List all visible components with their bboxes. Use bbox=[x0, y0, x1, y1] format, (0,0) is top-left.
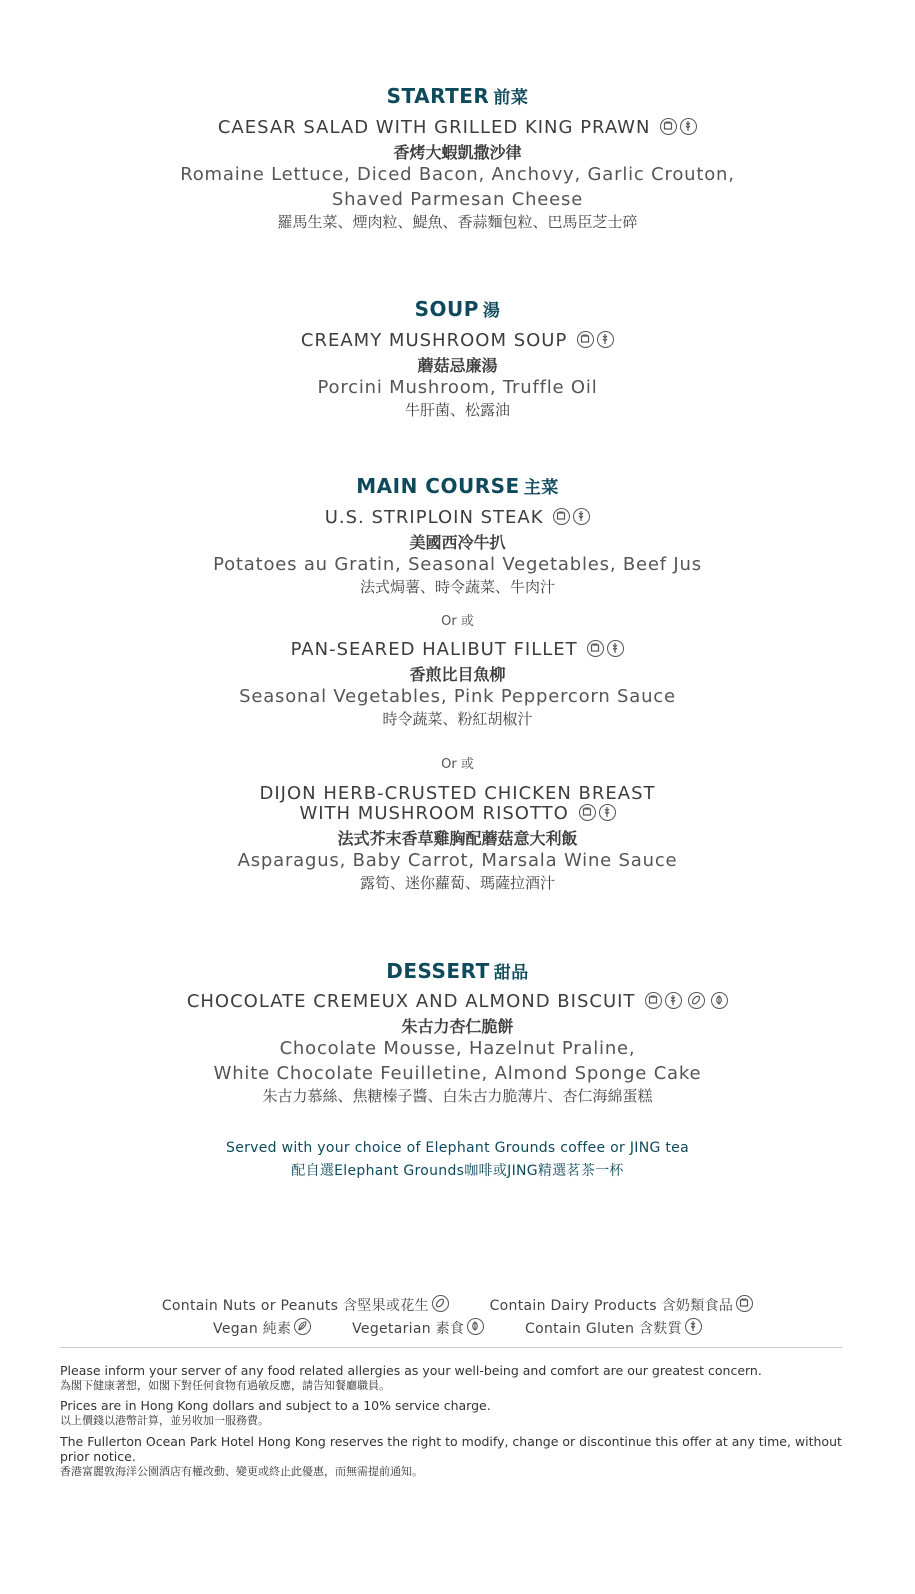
dessert-heading bbox=[0, 958, 915, 983]
dairy-icon bbox=[736, 1295, 753, 1312]
dessert-dish-name bbox=[0, 991, 915, 1012]
soup-title: SOUP bbox=[414, 297, 479, 321]
nuts-icon bbox=[432, 1295, 449, 1312]
dessert-dish-name-zh: 朱古力杏仁脆餅 bbox=[401, 1017, 514, 1036]
starter-desc-line1: Romaine Lettuce, Diced Bacon, Anchovy, Garlic Crouton, bbox=[180, 164, 735, 185]
starter-title: STARTER bbox=[386, 84, 490, 108]
main-dish2-desc: Seasonal Vegetables, Pink Peppercorn Sauce bbox=[239, 686, 676, 707]
main-dish1-name bbox=[0, 507, 915, 528]
soup-heading bbox=[0, 296, 915, 321]
legend-nuts bbox=[162, 1295, 449, 1315]
gluten-icon bbox=[573, 508, 590, 525]
dairy-icon bbox=[577, 331, 594, 348]
gluten-icon bbox=[597, 331, 614, 348]
legend-dairy bbox=[490, 1295, 754, 1315]
legend-gluten-label: Contain Gluten 含麩質 bbox=[525, 1321, 682, 1337]
starter-desc-zh: 羅馬生菜、煙肉粒、鯷魚、香蒜麵包粒、巴馬臣芝士碎 bbox=[277, 213, 638, 231]
legend-gluten bbox=[525, 1318, 702, 1338]
dairy-icon bbox=[553, 508, 570, 525]
price-notice-zh: 以上價錢以港幣計算，並另收加一服務費。 bbox=[60, 1414, 269, 1427]
allergy-notice-zh: 為閣下健康著想，如閣下對任何食物有過敏反應，請告知餐廳職員。 bbox=[60, 1379, 390, 1392]
gluten-icon bbox=[665, 992, 682, 1009]
vegetarian-icon bbox=[711, 992, 728, 1009]
dairy-icon bbox=[579, 804, 596, 821]
main-dish1-name-zh: 美國西冷牛扒 bbox=[409, 533, 506, 552]
nuts-icon bbox=[688, 992, 705, 1009]
legend-vegan bbox=[213, 1318, 311, 1338]
dish-name-text: WITH MUSHROOM RISOTTO bbox=[299, 803, 569, 824]
price-notice-en: Prices are in Hong Kong dollars and subject to a 10% service charge. bbox=[60, 1398, 491, 1413]
legend-vegetarian bbox=[352, 1318, 484, 1338]
dessert-desc-line2: White Chocolate Feuilletine, Almond Sponge Cake bbox=[213, 1063, 702, 1084]
starter-title-zh: 前菜 bbox=[493, 88, 529, 108]
main-heading bbox=[0, 473, 915, 498]
legend-vegan-label: Vegan 純素 bbox=[213, 1321, 292, 1337]
dish-name-text: PAN-SEARED HALIBUT FILLET bbox=[290, 639, 578, 660]
vegan-icon bbox=[294, 1318, 311, 1335]
starter-dish-name-zh: 香烤大蝦凱撒沙律 bbox=[393, 143, 522, 162]
soup-desc: Porcini Mushroom, Truffle Oil bbox=[317, 377, 598, 398]
allergen-legend-row1 bbox=[0, 1295, 915, 1315]
gluten-icon bbox=[685, 1318, 702, 1335]
main-title-zh: 主菜 bbox=[523, 478, 559, 498]
main-dish1-desc-zh: 法式焗薯、時令蔬菜、牛肉汁 bbox=[359, 578, 555, 596]
gluten-icon bbox=[599, 804, 616, 821]
or-divider: Or 或 bbox=[441, 757, 474, 772]
vegetarian-icon bbox=[467, 1318, 484, 1335]
main-dish3-desc: Asparagus, Baby Carrot, Marsala Wine Sauce bbox=[237, 850, 678, 871]
starter-dish-name bbox=[0, 117, 915, 138]
dessert-title: DESSERT bbox=[386, 959, 490, 983]
main-dish1-desc: Potatoes au Gratin, Seasonal Vegetables, Beef Jus bbox=[213, 554, 702, 575]
legend-vegetarian-label: Vegetarian 素食 bbox=[352, 1321, 465, 1337]
soup-title-zh: 湯 bbox=[482, 301, 501, 321]
dairy-icon bbox=[587, 640, 604, 657]
starter-desc-line2: Shaved Parmesan Cheese bbox=[331, 189, 584, 210]
beverage-note: Served with your choice of Elephant Grounds coffee or JING tea bbox=[226, 1140, 689, 1156]
soup-dish-name bbox=[0, 330, 915, 351]
main-dish2-desc-zh: 時令蔬菜、粉紅胡椒汁 bbox=[382, 710, 533, 728]
price-notice bbox=[60, 1398, 850, 1428]
dish-name-text: CHOCOLATE CREMEUX AND ALMOND BISCUIT bbox=[186, 991, 636, 1012]
allergen-legend-row2 bbox=[0, 1318, 915, 1338]
beverage-note-zh: 配自選Elephant Grounds咖啡或JING精選茗茶一杯 bbox=[291, 1163, 624, 1179]
gluten-icon bbox=[607, 640, 624, 657]
dessert-desc-zh: 朱古力慕絲、焦糖榛子醬、白朱古力脆薄片、杏仁海綿蛋糕 bbox=[262, 1087, 653, 1105]
dish-name-text: CAESAR SALAD WITH GRILLED KING PRAWN bbox=[217, 117, 651, 138]
legend-nuts-label: Contain Nuts or Peanuts 含堅果或花生 bbox=[161, 1298, 429, 1314]
main-dish3-name-line1: DIJON HERB-CRUSTED CHICKEN BREAST bbox=[259, 783, 656, 804]
main-dish3-desc-zh: 露筍、迷你蘿蔔、瑪薩拉酒汁 bbox=[359, 874, 555, 892]
dessert-title-zh: 甜品 bbox=[493, 963, 529, 983]
main-dish3-name-line2 bbox=[0, 803, 915, 824]
starter-heading bbox=[0, 83, 915, 108]
dish-name-text: CREAMY MUSHROOM SOUP bbox=[300, 330, 568, 351]
footer-divider bbox=[60, 1347, 842, 1348]
allergy-notice-en: Please inform your server of any food related allergies as your well-being and comfort are our greatest concern. bbox=[60, 1363, 762, 1378]
dish-name-text: U.S. STRIPLOIN STEAK bbox=[324, 507, 544, 528]
soup-dish-name-zh: 蘑菇忌廉湯 bbox=[417, 356, 498, 375]
main-dish2-name-zh: 香煎比目魚柳 bbox=[409, 665, 506, 684]
rights-notice-zh: 香港富麗敦海洋公園酒店有權改動、變更或終止此優惠，而無需提前通知。 bbox=[60, 1465, 423, 1478]
dairy-icon bbox=[660, 118, 677, 135]
main-title: MAIN COURSE bbox=[356, 474, 520, 498]
main-dish2-name bbox=[0, 639, 915, 660]
dessert-desc-line1: Chocolate Mousse, Hazelnut Praline, bbox=[279, 1038, 636, 1059]
or-divider: Or 或 bbox=[441, 614, 474, 629]
gluten-icon bbox=[680, 118, 697, 135]
dairy-icon bbox=[645, 992, 662, 1009]
soup-desc-zh: 牛肝菌、松露油 bbox=[404, 401, 510, 419]
rights-notice-en: The Fullerton Ocean Park Hotel Hong Kong reserves the right to modify, change or discontinue this offer at any time, without prior notice. bbox=[60, 1434, 842, 1464]
allergy-notice bbox=[60, 1363, 850, 1393]
legend-dairy-label: Contain Dairy Products 含奶類食品 bbox=[489, 1298, 734, 1314]
main-dish3-name-zh: 法式芥末香草雞胸配蘑菇意大利飯 bbox=[337, 829, 578, 848]
rights-notice bbox=[60, 1434, 850, 1479]
